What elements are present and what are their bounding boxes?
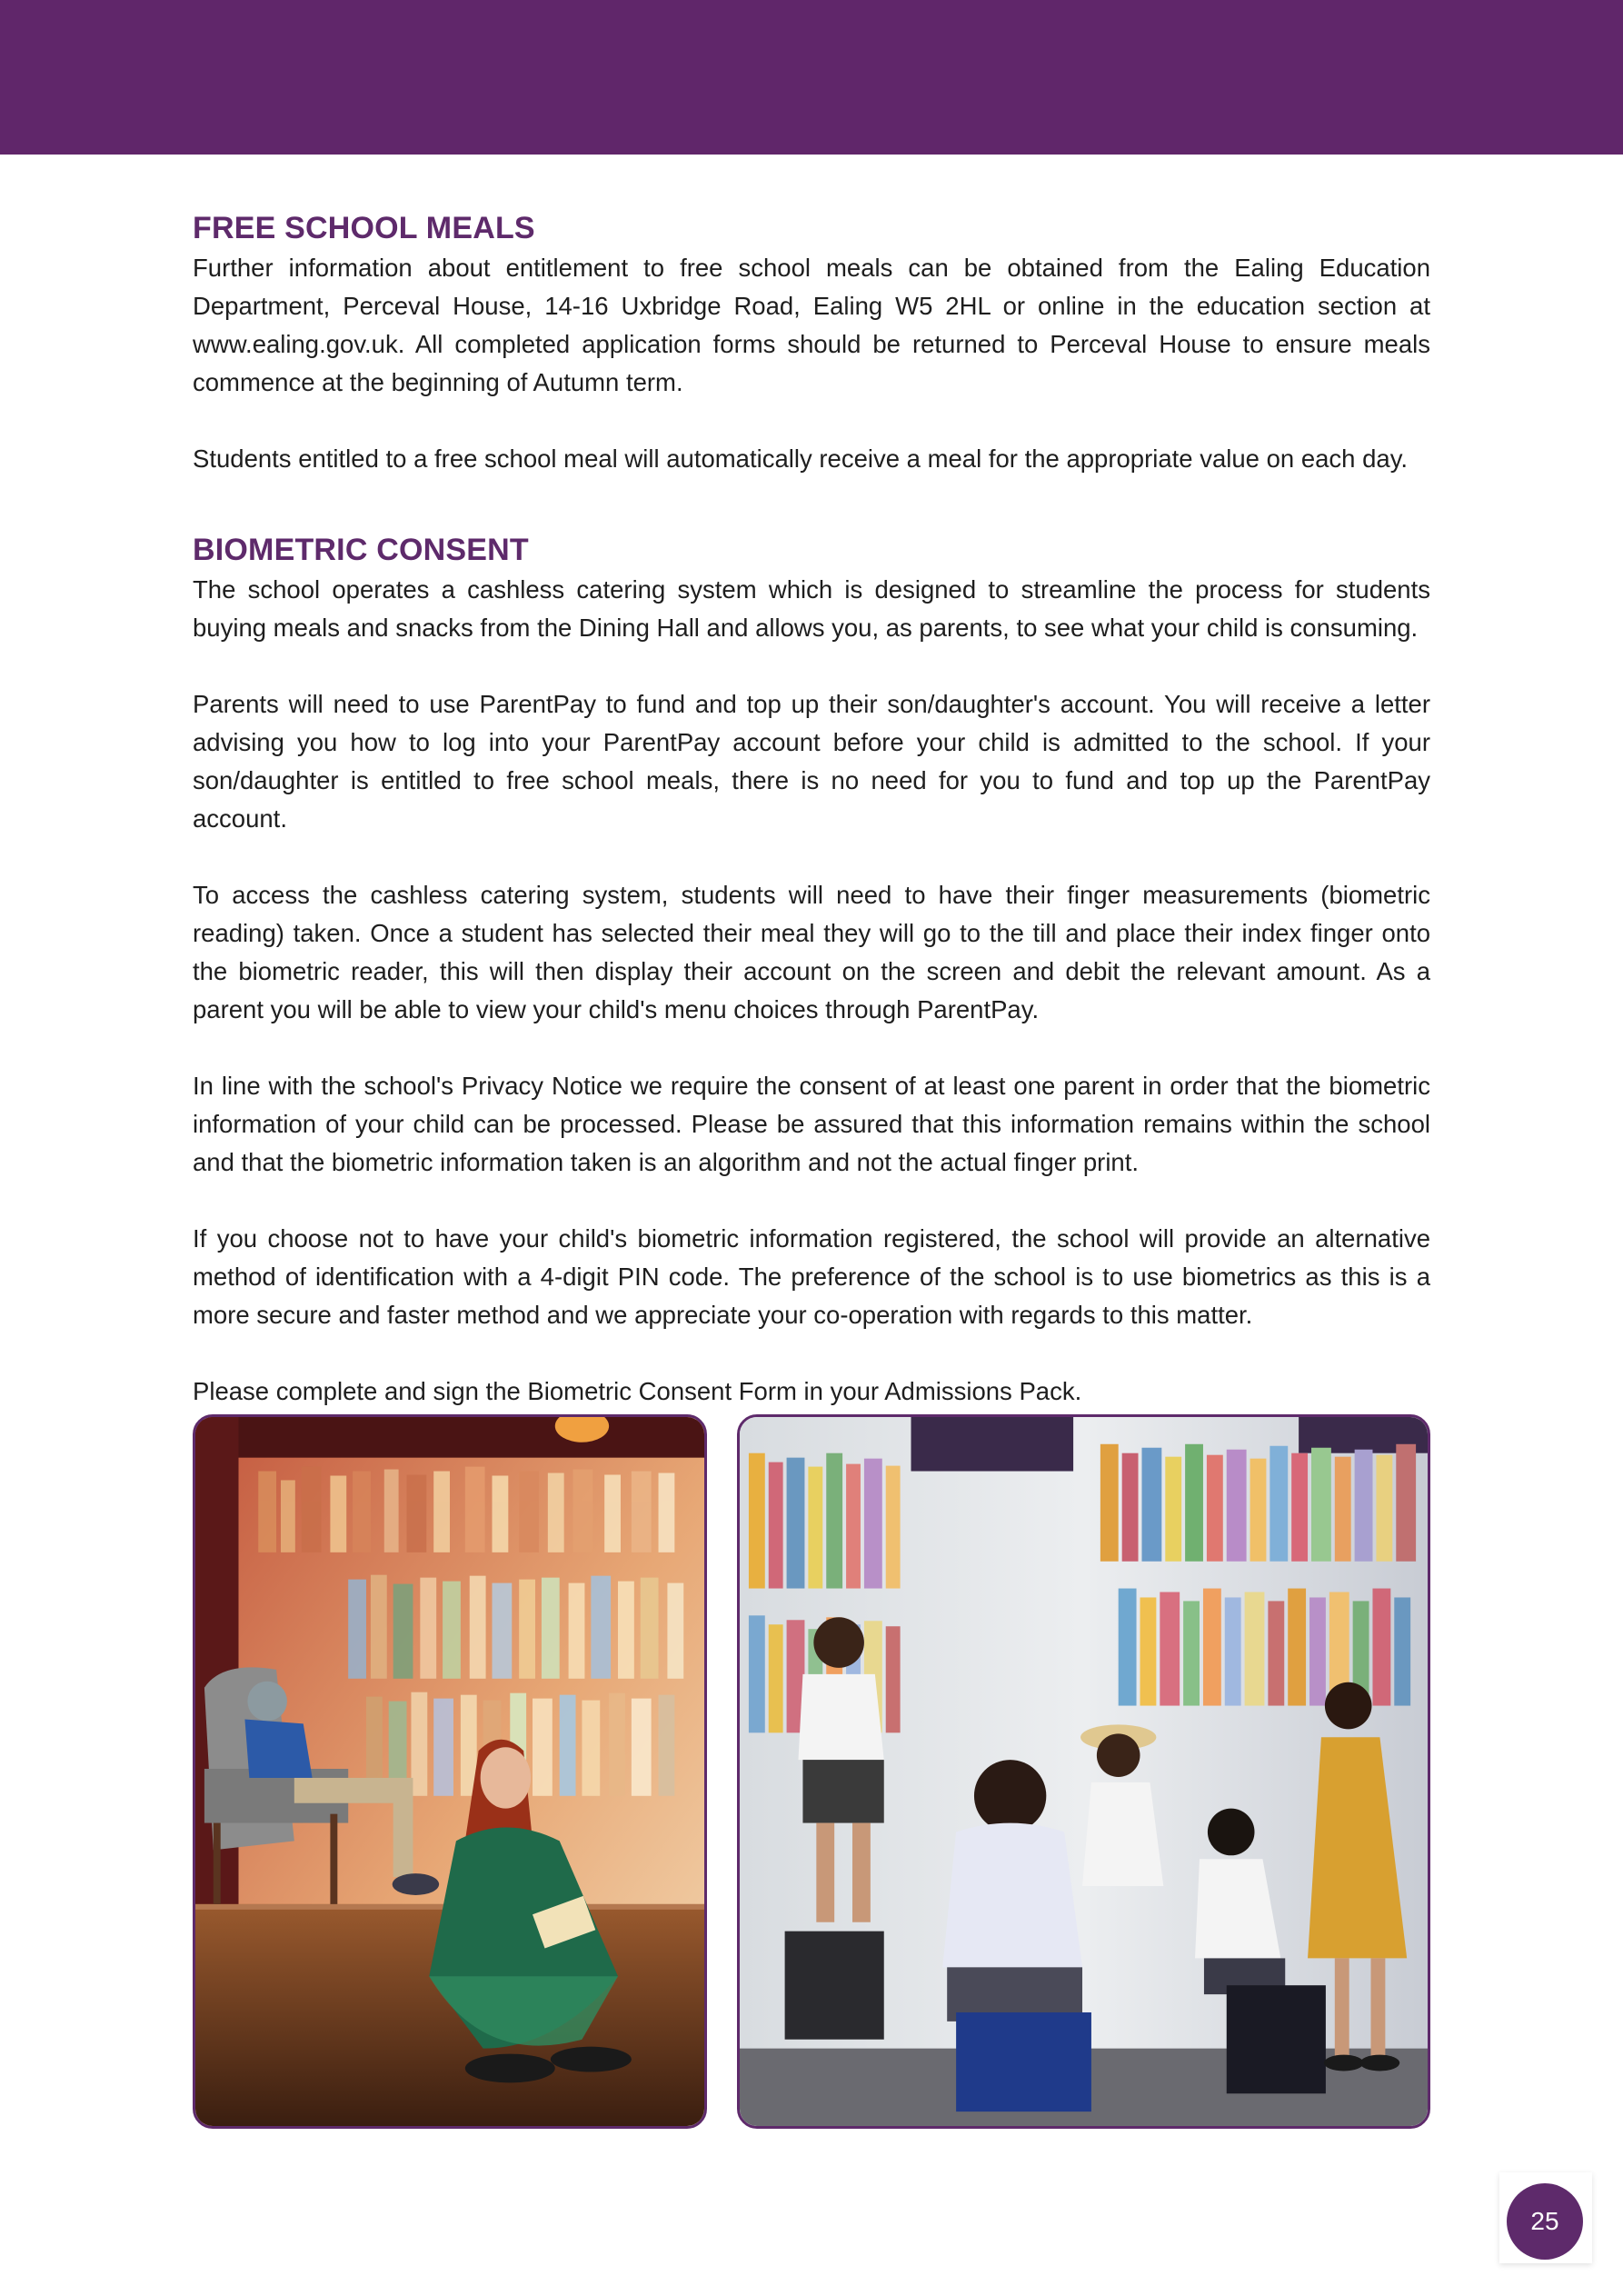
header-band: [0, 0, 1623, 155]
biometric-paragraph-5: If you choose not to have your child's biometric information registered, the school will provide an alternative method of identification with a 4-digit PIN code. The preference of the school is to use biometrics as this is a more secure and faster method and we appreciate your co-operation with regards to this matter.: [193, 1224, 1430, 1329]
page-content: [193, 207, 1430, 1411]
biometric-paragraph-4: In line with the school's Privacy Notice we require the consent of at least one parent in order that the biometric information of your child can be processed. Please be assured that this information remains within the school and that the biometric information taken is an algorithm and not the actual finger print.: [193, 1072, 1430, 1176]
stage-photo-left: [193, 1414, 707, 2129]
biometric-paragraph-3: To access the cashless catering system, students will need to have their finger measurements (biometric reading) taken. Once a student has selected their meal they will go to the till and place their index finger onto the biometric reader, this will then display their account on the screen and debit the relevant amount. As a parent you will be able to view your child's menu choices through ParentPay.: [193, 881, 1430, 1023]
free-school-meals-paragraph-2: Students entitled to a free school meal will automatically receive a meal for the appropriate value on each day.: [193, 444, 1409, 473]
free-school-meals-heading: FREE SCHOOL MEALS: [193, 211, 535, 245]
stage-photo-right: [737, 1414, 1430, 2129]
biometric-paragraph-1: The school operates a cashless catering system which is designed to streamline the process for students buying meals and snacks from the Dining Hall and allows you, as parents, to see what your child is consuming.: [193, 575, 1430, 642]
stage-illustration-left: [195, 1417, 704, 2126]
biometric-paragraph-6: Please complete and sign the Biometric Consent Form in your Admissions Pack.: [193, 1377, 1082, 1405]
free-school-meals-paragraph-1: Further information about entitlement to free school meals can be obtained from the Ealing Education Department, Perceval House, 14-16 Uxbridge Road, Ealing W5 2HL or online in the education section at www.ealing.gov.uk. All completed application forms should be returned to Perceval House to ensure meals commence at the beginning of Autumn term.: [193, 254, 1430, 396]
page-number: 25: [1507, 2183, 1583, 2260]
biometric-paragraph-2: Parents will need to use ParentPay to fund and top up their son/daughter's account. You will receive a letter advising you how to log into your ParentPay account before your child is admitted to the school. If your son/daughter is entitled to free school meals, there is no need for you to fund and top up the ParentPay account.: [193, 690, 1430, 833]
biometric-consent-heading: BIOMETRIC CONSENT: [193, 533, 529, 567]
stage-illustration-right: [740, 1417, 1428, 2126]
